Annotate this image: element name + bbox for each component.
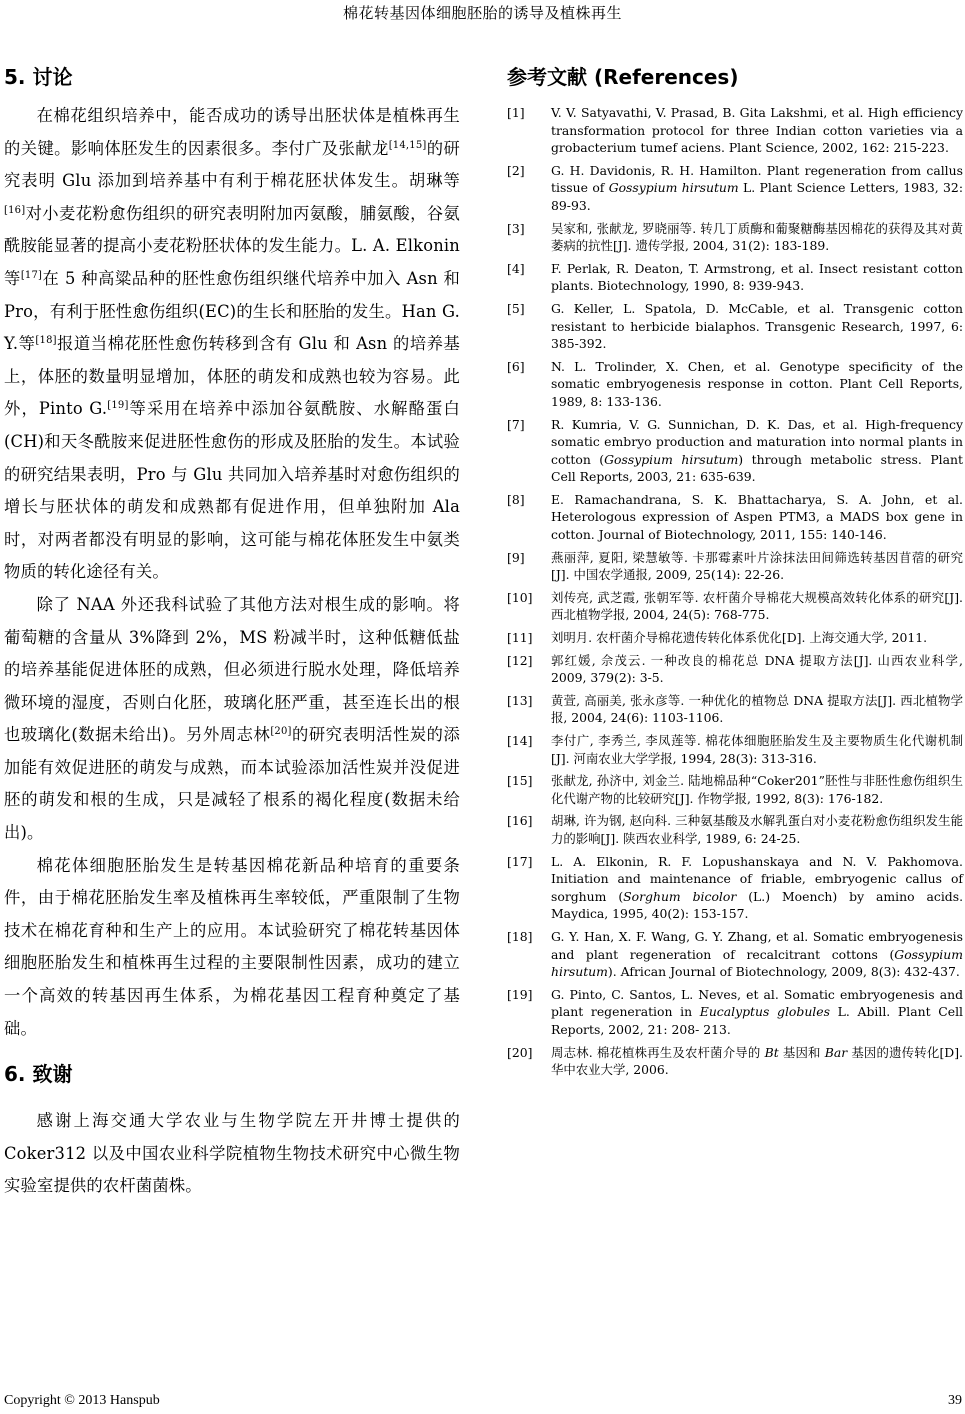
reference-item (507, 772, 963, 807)
italic-term: Gossypium hirsutum (551, 946, 963, 980)
reference-number: [16] (507, 813, 533, 829)
reference-item (507, 629, 963, 647)
text-run: 的研究表明 Glu 添加到培养基中有利于棉花胚状体发生。胡琳等 (4, 138, 460, 191)
acknowledgement-paragraph (4, 1105, 460, 1203)
reference-text (551, 589, 963, 624)
reference-item (507, 692, 963, 727)
reference-item (507, 986, 963, 1039)
text-run: 基因和 (778, 1044, 825, 1060)
reference-number: [5] (507, 300, 525, 316)
text-run: 在 5 种高粱品种的胚性愈伤组织继代培养中加入 Asn 和 Pro，有利于胚性愈伤组织(EC)的生长和胚胎的发生。Han G. Y.等 (4, 268, 460, 354)
text-run: 郭红媛, 佘茂云. 一种改良的棉花总 DNA 提取方法[J]. 山西农业科学, 2009, 379(2): 3-5. (551, 652, 963, 686)
discussion-heading: 5. 讨论 (4, 65, 73, 89)
reference-item (507, 162, 963, 215)
reference-item (507, 104, 963, 157)
text-run: 等采用在培养中添加谷氨酰胺、水解酪蛋白(CH)和天冬酰胺来促进胚性愈伤的形成及胚胎的发生。本试验的研究结果表明，Pro 与 Glu 共同加入培养基时对愈伤组织的增长与胚状体的萌发和成熟都有促进作用，但单独附加 Ala 时，对两者都没有明显的影响，这可能与棉花体胚发生中氨类物质的转化途径有关。 (4, 399, 460, 582)
text-run: V. V. Satyavathi, V. Prasad, B. Gita Lakshmi, et al. High efficiency transformation protocol for three Indian cotton varieties via a grobacterium tumef aciens. Plant Science, 2002, 162: 215-223. (551, 105, 963, 156)
reference-text (551, 629, 963, 647)
running-title: 棉花转基因体细胞胚胎的诱导及植株再生 (342, 4, 622, 22)
citation-marker: [17] (20, 269, 43, 281)
page-footer (4, 1393, 962, 1409)
reference-number: [4] (507, 260, 525, 276)
reference-text (551, 986, 963, 1039)
text-run: L. A. Elkonin, R. F. Lopushanskaya and N. V. Pakhomova. Initiation and maintenance of friable, embryogenic callus of sorghum ( (551, 853, 963, 904)
text-run: L. Plant Science Letters, 1983, 32: 89-93. (551, 180, 963, 213)
text-run: F. Perlak, R. Deaton, T. Armstrong, et al. Insect resistant cotton plants. Biotechnology, 1990, 8: 939-943. (551, 260, 963, 294)
reference-text (551, 491, 963, 544)
reference-number: [13] (507, 692, 533, 708)
reference-text (551, 358, 963, 411)
italic-term: Gossypium hirsutum (608, 180, 739, 196)
reference-text (551, 549, 963, 584)
acknowledgement-body (4, 1105, 460, 1203)
reference-text (551, 853, 963, 923)
discussion-paragraph (4, 850, 460, 1046)
text-run: 刘传亮, 武芝霞, 张朝军等. 农杆菌介导棉花大规模高效转化体系的研究[J]. 西北植物学报, 2004, 24(5): 768-775. (551, 589, 963, 623)
reference-text (551, 1044, 963, 1079)
citation-marker: [14,15] (388, 139, 427, 151)
reference-item (507, 853, 963, 923)
reference-item (507, 220, 963, 255)
reference-number: [7] (507, 416, 525, 432)
reference-number: [1] (507, 105, 525, 120)
text-run: G. Pinto, C. Santos, L. Neves, et al. Somatic embryogenesis and plant regeneration in (551, 986, 963, 1020)
reference-item (507, 812, 963, 847)
text-run: E. Ramachandrana, S. K. Bhattacharya, S. A. John, et al. Heterologous expression of Aspen PTM3, a MADS box gene in cotton. Journal of Biotechnology, 2011, 155: 140-146. (551, 491, 963, 543)
text-run: 的研究表明活性炭的添加能有效促进胚的萌发与成熟，而本试验添加活性炭并没促进胚的萌发和根的生成，只是减轻了根系的褐化程度(数据未给出)。 (4, 725, 460, 843)
reference-item (507, 491, 963, 544)
reference-item (507, 416, 963, 486)
reference-item (507, 260, 963, 295)
reference-item (507, 652, 963, 687)
reference-number: [18] (507, 928, 533, 944)
text-run: 报道当棉花胚性愈伤转移到含有 Glu 和 Asn 的培养基上，体胚的数量明显增加，体胚的萌发和成熟也较为容易。此外，Pinto G. (4, 334, 460, 419)
italic-term: Bar (824, 1044, 848, 1060)
text-run: 胡琳, 许为钢, 赵向科. 三种氨基酸及水解乳蛋白对小麦花粉愈伤组织发生能力的影响[J]. 陕西农业科学, 1989, 6: 24-25. (551, 813, 963, 846)
italic-term: Gossypium hirsutum (604, 451, 739, 467)
citation-marker: [19] (107, 400, 129, 412)
reference-text (551, 772, 963, 807)
text-run: 李付广, 李秀兰, 李凤莲等. 棉花体细胞胚胎发生及主要物质生化代谢机制[J]. 河南农业大学学报, 1994, 28(3): 313-316. (551, 733, 963, 766)
text-run: ) through metabolic stress. Plant Cell Reports, 2003, 21: 635-639. (551, 451, 963, 485)
reference-number: [11] (507, 630, 533, 646)
reference-text (551, 692, 963, 727)
reference-item (507, 1044, 963, 1079)
reference-text (551, 732, 963, 767)
reference-text (551, 652, 963, 687)
text-run: 对小麦花粉愈伤组织的研究表明附加丙氨酸，脯氨酸，谷氨酰胺能显著的提高小麦花粉胚状体的发生能力。L. A. Elkonin 等 (4, 203, 460, 288)
reference-text (551, 260, 963, 295)
reference-number: [2] (507, 162, 525, 178)
text-run: 燕丽萍, 夏阳, 梁慧敏等. 卡那霉素叶片涂抹法田间筛选转基因苜蓿的研究[J]. 中国农学通报, 2009, 25(14): 22-26. (551, 549, 963, 583)
text-run: N. L. Trolinder, X. Chen, et al. Genotype specificity of the somatic embryogenesis response in cotton. Plant Cell Reports, 1989, 8: 133-136. (551, 358, 963, 409)
reference-number: [9] (507, 549, 525, 565)
discussion-body (4, 100, 460, 1045)
citation-marker: [18] (35, 335, 57, 347)
text-run: 棉花体细胞胚胎发生是转基因棉花新品种培育的重要条件，由于棉花胚胎发生率及植株再生率较低，严重限制了生物技术在棉花育种和生产上的应用。本试验研究了棉花转基因体细胞胚胎发生和植株再生过程的主要限制性因素，成功的建立一个高效的转基因再生体系，为棉花基因工程育种奠定了基础。 (4, 855, 460, 1038)
reference-item (507, 928, 963, 981)
reference-number: [19] (507, 986, 533, 1002)
reference-text (551, 812, 963, 847)
italic-term: Eucalyptus globules (699, 1004, 830, 1020)
reference-text (551, 162, 963, 215)
text-run: G. H. Davidonis, R. H. Hamilton. Plant regeneration from callus tissue of (551, 162, 963, 196)
reference-text (551, 928, 963, 981)
reference-list (507, 104, 963, 1079)
reference-number: [3] (507, 220, 525, 236)
text-run: 吴家和, 张献龙, 罗晓丽等. 转几丁质酶和葡聚糖酶基因棉花的获得及其对黄萎病的抗性[J]. 遗传学报, 2004, 31(2): 183-189. (551, 220, 963, 254)
text-run: 黄萱, 高丽美, 张永彦等. 一种优化的植物总 DNA 提取方法[J]. 西北植物学报, 2004, 24(6): 1103-1106. (551, 692, 963, 726)
reference-item (507, 549, 963, 584)
page-number: 39 (948, 1393, 962, 1408)
reference-number: [17] (507, 853, 533, 869)
text-run: R. Kumria, V. G. Sunnichan, D. K. Das, et al. High-frequency somatic embryo production and maturation into normal plants in cotton ( (551, 416, 963, 467)
right-column (507, 60, 963, 1084)
text-run: 张献龙, 孙济中, 刘金兰. 陆地棉品种“Coker201”胚性与非胚性愈伤组织生化代谢产物的比较研究[J]. 作物学报, 1992, 8(3): 176-182. (551, 773, 963, 806)
reference-text (551, 104, 963, 157)
reference-text (551, 300, 963, 353)
text-run: G. Y. Han, X. F. Wang, G. Y. Zhang, et al. Somatic embryogenesis and plant regeneration of recalcitrant cottons ( (551, 928, 963, 962)
reference-text (551, 416, 963, 486)
reference-number: [6] (507, 358, 525, 374)
discussion-paragraph (4, 100, 460, 589)
text-run: 感谢上海交通大学农业与生物学院左开井博士提供的 Coker312 以及中国农业科学院植物生物技术研究中心微生物实验室提供的农杆菌菌株。 (4, 1111, 460, 1196)
text-run: ). African Journal of Biotechnology, 2009, 8(3): 432-437. (607, 964, 960, 980)
reference-number: [10] (507, 589, 533, 605)
text-run: L. Abill. Plant Cell Reports, 2002, 21: 208- 213. (551, 1004, 963, 1037)
reference-number: [14] (507, 733, 533, 748)
reference-item (507, 358, 963, 411)
reference-number: [15] (507, 773, 533, 789)
reference-text (551, 220, 963, 255)
italic-term: Bt (764, 1044, 779, 1060)
acknowledgement-heading: 6. 致谢 (4, 1062, 73, 1087)
text-run: 刘明月. 农杆菌介导棉花遗传转化体系优化[D]. 上海交通大学, 2011. (551, 630, 928, 646)
text-run: 基因的遗传转化[D]. 华中农业大学, 2006. (551, 1044, 963, 1078)
text-run: (L.) Moench) by amino acids. Maydica, 1995, 40(2): 153-157. (551, 888, 964, 922)
reference-item (507, 300, 963, 353)
text-run: 在棉花组织培养中，能否成功的诱导出胚状体是植株再生的关键。影响体胚发生的因素很多。李付广及张献龙 (4, 106, 460, 158)
italic-term: Sorghum bicolor (623, 888, 737, 904)
left-column (4, 60, 460, 1203)
reference-number: [8] (507, 491, 525, 507)
reference-item (507, 732, 963, 767)
discussion-paragraph (4, 589, 460, 850)
citation-marker: [20] (270, 726, 292, 738)
citation-marker: [16] (4, 204, 26, 216)
reference-item (507, 589, 963, 624)
text-run: 周志林. 棉花植株再生及农杆菌介导的 (551, 1044, 765, 1060)
references-heading: 参考文献 (References) (507, 65, 739, 89)
text-run: 除了 NAA 外还我科试验了其他方法对根生成的影响。将葡萄糖的含量从 3%降到 2%，MS 粉减半时，这种低糖低盐的培养基能促进体胚的成熟，但必须进行脱水处理，降低培养微环境的湿度，否则白化胚，玻璃化胚严重，甚至连长出的根也玻璃化(数据未给出)。另外周志林 (4, 594, 460, 745)
copyright-notice: Copyright © 2013 Hanspub (4, 1393, 160, 1408)
reference-number: [20] (507, 1044, 533, 1060)
reference-number: [12] (507, 652, 533, 668)
text-run: G. Keller, L. Spatola, D. McCable, et al. Transgenic cotton resistant to herbicide bialaphos. Transgenic Research, 1997, 6: 385-392. (551, 300, 963, 352)
